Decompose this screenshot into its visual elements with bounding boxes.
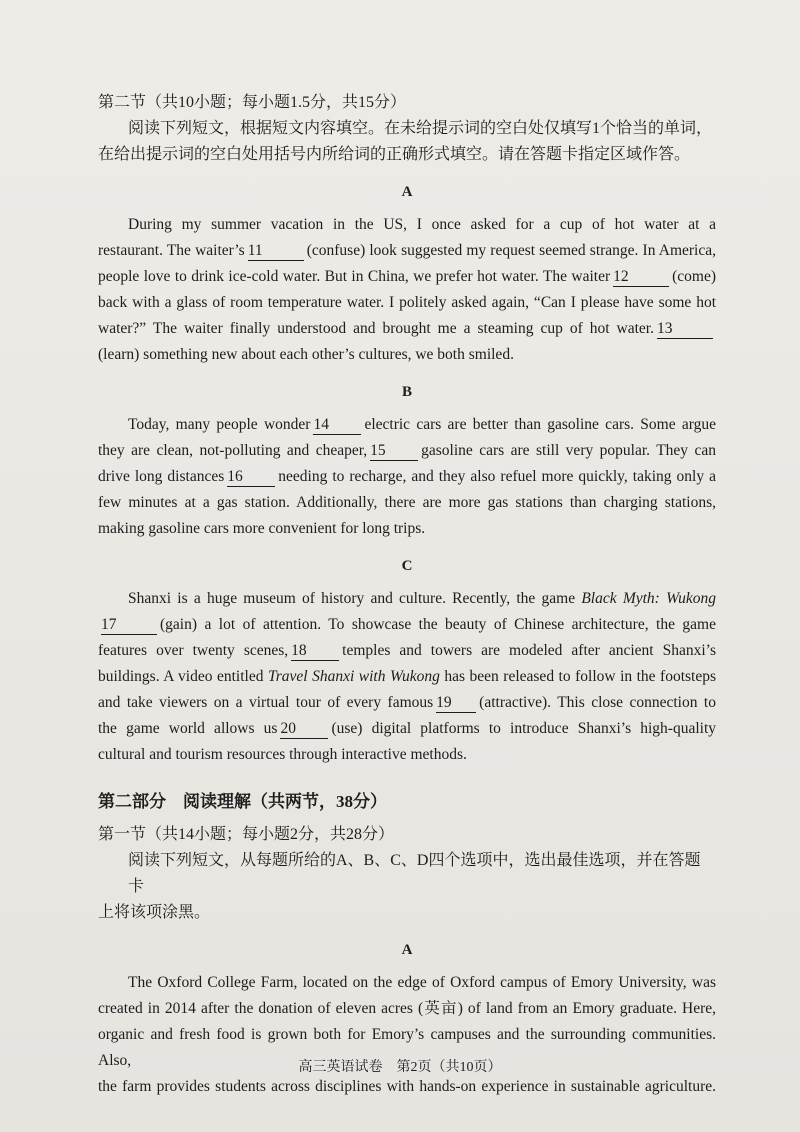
reading-a-line-4: the farm provides students across disciplines with hands-on experience in sustainable agriculture. [98,1078,716,1095]
blank-13: 13 [657,320,713,339]
passage-c-line-6-pre: the game world allows us [98,720,278,737]
game-title: Black Myth: Wukong [581,590,717,607]
passage-c-line-3 [98,638,716,664]
passage-b-line-1 [98,412,716,438]
passage-a-line-5 [98,316,716,342]
blank-17: 17 [101,616,157,635]
part-2-instruction-line-2: 上将该项涂黑。 [98,904,211,921]
passage-b-line-2-post: gasoline cars are still very popular. They can [421,442,716,459]
blank-19: 19 [436,694,476,713]
passage-c-line-6-post: (use) digital platforms to introduce Shanxi’s high-quality [331,720,716,737]
passage-a-line-3-post: (come) [672,268,716,285]
passage-c-line-5-post: (attractive). This close connection to [479,694,716,711]
blank-14: 14 [313,416,361,435]
passage-c-line-2-post: (gain) a lot of attention. To showcase the beauty of Chinese architecture, the game [160,616,716,633]
passage-b-line-3-pre: drive long distances [98,468,225,485]
passage-a-line-2-post: (confuse) look suggested my request seemed strange. In America, [306,242,716,259]
passage-a-line-3-pre: people love to drink ice-cold water. But in China, we prefer hot water. The waiter [98,268,611,285]
blank-16: 16 [227,468,275,487]
blank-18: 18 [291,642,339,661]
passage-c-label: C [401,558,413,574]
reading-a-line-1: The Oxford College Farm, located on the edge of Oxford campus of Emory University, was [128,974,716,991]
passage-b-label: B [401,384,412,400]
passage-a-line-1: During my summer vacation in the US, I once asked for a cup of hot water at a [128,216,716,233]
blank-15: 15 [370,442,418,461]
part-2-title: 第二部分 阅读理解（共两节，38分） [98,792,387,811]
reading-a-line-2: created in 2014 after the donation of eleven acres (英亩) of land from an Emory graduate. Here, [98,1000,716,1017]
blank-11: 11 [248,242,304,261]
passage-c-line-3-pre: features over twenty scenes, [98,642,289,659]
passage-c-line-3-post: temples and towers are modeled after ancient Shanxi’s [342,642,716,659]
blank-12: 12 [613,268,669,287]
passage-b-line-4: few minutes at a gas station. Additionally, there are more gas stations than charging stations, [98,494,716,511]
passage-a-label: A [401,184,413,200]
passage-c-line-5-pre: and take viewers on a virtual tour of every famous [98,694,434,711]
passage-c-line-1 [98,586,716,612]
section-2-title: 第二节（共10小题；每小题1.5分，共15分） [98,94,407,111]
passage-a-line-6: (learn) something new about each other’s cultures, we both smiled. [98,346,514,363]
passage-c-line-6 [98,716,716,742]
passage-c-line-4 [98,664,716,690]
passage-b-line-3 [98,464,716,490]
page-content [98,90,716,1100]
page-footer: 高三英语试卷 第2页（共10页） [298,1060,502,1075]
section-2-instruction-line-2: 在给出提示词的空白处用括号内所给词的正确形式填空。请在答题卡指定区域作答。 [98,146,691,163]
part-2-instruction-line-1: 阅读下列短文，从每题所给的A、B、C、D四个选项中，选出最佳选项，并在答题卡 [128,852,701,895]
passage-c-line-5 [98,690,716,716]
passage-b-line-1-pre: Today, many people wonder [128,416,311,433]
passage-b-line-5: making gasoline cars more convenient for long trips. [98,520,426,537]
passage-c-line-4-pre: buildings. A video entitled [98,668,264,685]
passage-c-line-2 [98,612,716,638]
passage-a-line-3 [98,264,716,290]
passage-a-line-2-pre: restaurant. The waiter’s [98,242,245,259]
section-2-instruction-line-1: 阅读下列短文，根据短文内容填空。在未给提示词的空白处仅填写1个恰当的单词， [128,120,713,137]
passage-b-line-1-post: electric cars are better than gasoline cars. Some argue [364,416,717,433]
part-2-section-1-title: 第一节（共14小题；每小题2分，共28分） [98,826,395,843]
passage-a-line-5-pre: water?” The waiter finally understood and brought me a steaming cup of hot water. [98,320,654,337]
passage-c-line-7: cultural and tourism resources through interactive methods. [98,746,467,763]
blank-20: 20 [280,720,328,739]
reading-a-label: A [401,942,413,958]
passage-a-line-4: back with a glass of room temperature water. I politely asked again, “Can I please have some hot [98,294,716,311]
video-title: Travel Shanxi with Wukong [267,668,440,685]
reading-a-line-3: organic and fresh food is grown both for Emory’s campuses and the surrounding communities. Also, [98,1026,716,1069]
passage-c-line-4-post: has been released to follow in the footsteps [444,668,717,685]
passage-a-line-2 [98,238,716,264]
passage-b-line-3-post: needing to recharge, and they also refuel more quickly, taking only a [278,468,716,485]
passage-c-line-1-pre: Shanxi is a huge museum of history and culture. Recently, the game [128,590,576,607]
passage-b-line-2-pre: they are clean, not-polluting and cheaper, [98,442,368,459]
passage-b-line-2 [98,438,716,464]
